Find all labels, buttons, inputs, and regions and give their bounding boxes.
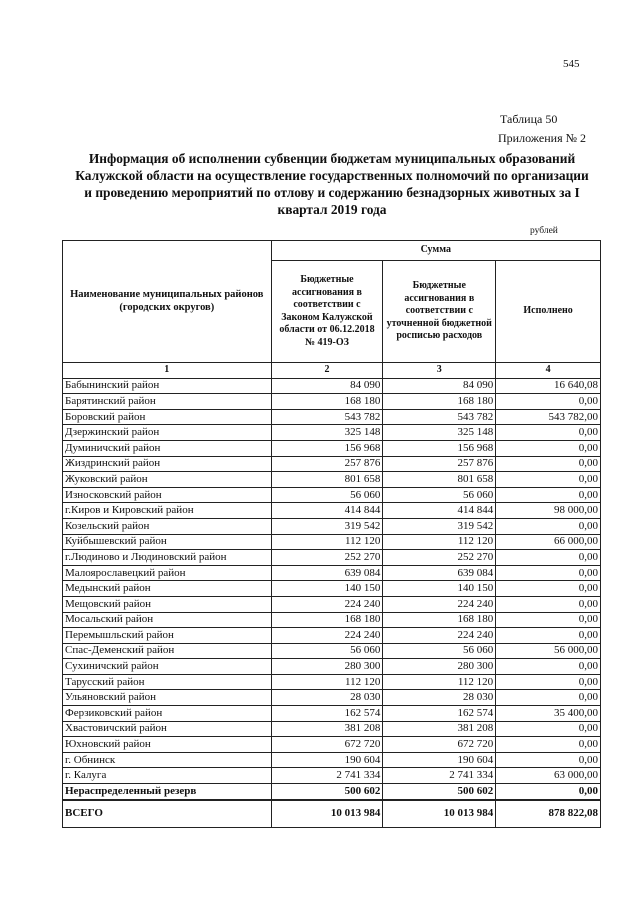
cell-value: 0,00 <box>496 581 601 597</box>
cell-value: 0,00 <box>496 612 601 628</box>
col-num: 3 <box>383 363 496 379</box>
header-name: Наименование муниципальных районов (городских округов) <box>63 241 272 363</box>
table-row <box>63 534 601 550</box>
cell-value: 0,00 <box>496 456 601 472</box>
cell-value: 0,00 <box>496 784 601 800</box>
cell-value: 168 180 <box>383 394 496 410</box>
table-row <box>63 752 601 768</box>
cell-value: 0,00 <box>496 518 601 534</box>
units-label: рублей <box>530 226 558 236</box>
cell-name: Ферзиковский район <box>63 706 272 722</box>
cell-value: 0,00 <box>496 472 601 488</box>
cell-name: Думиничский район <box>63 440 272 456</box>
cell-value: 168 180 <box>271 612 383 628</box>
cell-value: 639 084 <box>271 565 383 581</box>
header-col3: Бюджетные ассигнования в соответствии с уточненной бюджетной росписью расходов <box>383 261 496 363</box>
cell-name: г. Обнинск <box>63 752 272 768</box>
cell-value: 0,00 <box>496 752 601 768</box>
column-number-row <box>63 363 601 379</box>
table-row <box>63 596 601 612</box>
cell-name: Боровский район <box>63 409 272 425</box>
cell-value: 112 120 <box>383 674 496 690</box>
table-row <box>63 721 601 737</box>
table-row <box>63 643 601 659</box>
cell-value: 0,00 <box>496 425 601 441</box>
table-row <box>63 659 601 675</box>
cell-value: 325 148 <box>271 425 383 441</box>
cell-value: 0,00 <box>496 487 601 503</box>
table-row <box>63 737 601 753</box>
cell-value: 112 120 <box>271 534 383 550</box>
cell-value: 0,00 <box>496 737 601 753</box>
table-row <box>63 581 601 597</box>
cell-value: 35 400,00 <box>496 706 601 722</box>
cell-name: Ульяновский район <box>63 690 272 706</box>
cell-value: 280 300 <box>271 659 383 675</box>
cell-value: 319 542 <box>383 518 496 534</box>
cell-value: 672 720 <box>383 737 496 753</box>
cell-name: Тарусский район <box>63 674 272 690</box>
table-row <box>63 456 601 472</box>
table-row <box>63 409 601 425</box>
cell-value: 56 060 <box>383 643 496 659</box>
cell-value: 2 741 334 <box>271 768 383 784</box>
table-row <box>63 487 601 503</box>
cell-value: 280 300 <box>383 659 496 675</box>
cell-value: 56 060 <box>271 487 383 503</box>
table-row <box>63 565 601 581</box>
cell-value: 801 658 <box>271 472 383 488</box>
cell-value: 63 000,00 <box>496 768 601 784</box>
cell-value: 224 240 <box>271 596 383 612</box>
cell-value: 0,00 <box>496 721 601 737</box>
cell-name: Мещовский район <box>63 596 272 612</box>
cell-value: 56 000,00 <box>496 643 601 659</box>
table-row <box>63 706 601 722</box>
table-row <box>63 612 601 628</box>
cell-name: Износковский район <box>63 487 272 503</box>
cell-value: 224 240 <box>383 628 496 644</box>
cell-value: 2 741 334 <box>383 768 496 784</box>
cell-value: 878 822,08 <box>496 800 601 828</box>
cell-value: 224 240 <box>383 596 496 612</box>
cell-value: 168 180 <box>383 612 496 628</box>
cell-value: 28 030 <box>383 690 496 706</box>
cell-value: 156 968 <box>271 440 383 456</box>
cell-value: 190 604 <box>271 752 383 768</box>
cell-value: 414 844 <box>271 503 383 519</box>
cell-value: 325 148 <box>383 425 496 441</box>
cell-value: 28 030 <box>271 690 383 706</box>
table-row <box>63 550 601 566</box>
cell-value: 10 013 984 <box>383 800 496 828</box>
cell-value: 257 876 <box>383 456 496 472</box>
table-row <box>63 503 601 519</box>
total-row <box>63 800 601 828</box>
cell-value: 252 270 <box>383 550 496 566</box>
cell-value: 66 000,00 <box>496 534 601 550</box>
cell-name: Медынский район <box>63 581 272 597</box>
cell-name: Спас-Деменский район <box>63 643 272 659</box>
cell-value: 0,00 <box>496 596 601 612</box>
cell-name: г.Киров и Кировский район <box>63 503 272 519</box>
cell-value: 252 270 <box>271 550 383 566</box>
cell-value: 0,00 <box>496 674 601 690</box>
cell-name: Козельский район <box>63 518 272 534</box>
cell-name: г. Калуга <box>63 768 272 784</box>
cell-value: 56 060 <box>383 487 496 503</box>
cell-value: 16 640,08 <box>496 378 601 394</box>
header-sum: Сумма <box>271 241 600 261</box>
cell-name: ВСЕГО <box>63 800 272 828</box>
table-row <box>63 768 601 784</box>
cell-value: 319 542 <box>271 518 383 534</box>
cell-value: 0,00 <box>496 659 601 675</box>
cell-value: 112 120 <box>271 674 383 690</box>
cell-name: Юхновский район <box>63 737 272 753</box>
cell-value: 140 150 <box>271 581 383 597</box>
cell-value: 10 013 984 <box>271 800 383 828</box>
cell-value: 162 574 <box>271 706 383 722</box>
cell-value: 84 090 <box>271 378 383 394</box>
cell-value: 543 782 <box>271 409 383 425</box>
table-row <box>63 440 601 456</box>
cell-name: Мосальский район <box>63 612 272 628</box>
table-row <box>63 628 601 644</box>
cell-name: Нераспределенный резерв <box>63 784 272 800</box>
cell-name: Дзержинский район <box>63 425 272 441</box>
table-row <box>63 518 601 534</box>
cell-value: 0,00 <box>496 394 601 410</box>
cell-value: 801 658 <box>383 472 496 488</box>
cell-name: Жуковский район <box>63 472 272 488</box>
col-num: 4 <box>496 363 601 379</box>
cell-value: 672 720 <box>271 737 383 753</box>
table-row <box>63 378 601 394</box>
cell-name: Перемышльский район <box>63 628 272 644</box>
cell-value: 543 782,00 <box>496 409 601 425</box>
cell-name: г.Людиново и Людиновский район <box>63 550 272 566</box>
cell-value: 543 782 <box>383 409 496 425</box>
cell-name: Малоярославецкий район <box>63 565 272 581</box>
cell-value: 500 602 <box>383 784 496 800</box>
cell-name: Сухиничский район <box>63 659 272 675</box>
cell-value: 639 084 <box>383 565 496 581</box>
table-row <box>63 690 601 706</box>
cell-value: 56 060 <box>271 643 383 659</box>
cell-name: Хвастовичский район <box>63 721 272 737</box>
col-num: 2 <box>271 363 383 379</box>
table-number: Таблица 50 <box>500 112 558 126</box>
cell-value: 168 180 <box>271 394 383 410</box>
document-title: Информация об исполнении субвенции бюджетам муниципальных образований Калужской области на осуществление государственных полномочий по организации и проведению мероприятий по отлову и содержанию безнадзорных животных за I квартал 2019 года <box>75 151 589 217</box>
cell-value: 140 150 <box>383 581 496 597</box>
cell-name: Жиздринский район <box>63 456 272 472</box>
cell-name: Бабынинский район <box>63 378 272 394</box>
cell-value: 0,00 <box>496 628 601 644</box>
cell-value: 162 574 <box>383 706 496 722</box>
cell-value: 414 844 <box>383 503 496 519</box>
reserve-row <box>63 784 601 800</box>
cell-value: 98 000,00 <box>496 503 601 519</box>
cell-value: 500 602 <box>271 784 383 800</box>
cell-value: 0,00 <box>496 440 601 456</box>
cell-value: 112 120 <box>383 534 496 550</box>
appendix-number: Приложения № 2 <box>498 131 587 145</box>
header-row <box>63 241 601 261</box>
table-row <box>63 425 601 441</box>
cell-value: 0,00 <box>496 690 601 706</box>
cell-value: 0,00 <box>496 565 601 581</box>
table-row <box>63 394 601 410</box>
cell-value: 0,00 <box>496 550 601 566</box>
table-row <box>63 674 601 690</box>
cell-value: 381 208 <box>271 721 383 737</box>
cell-name: Куйбышевский район <box>63 534 272 550</box>
header-col4: Исполнено <box>496 261 601 363</box>
cell-name: Барятинский район <box>63 394 272 410</box>
cell-value: 381 208 <box>383 721 496 737</box>
header-col2: Бюджетные ассигнования в соответствии с Законом Калужской области от 06.12.2018 № 419-ОЗ <box>271 261 383 363</box>
cell-value: 156 968 <box>383 440 496 456</box>
cell-value: 257 876 <box>271 456 383 472</box>
cell-value: 190 604 <box>383 752 496 768</box>
page-number: 545 <box>563 58 580 70</box>
cell-value: 84 090 <box>383 378 496 394</box>
cell-value: 224 240 <box>271 628 383 644</box>
table-row <box>63 472 601 488</box>
budget-table <box>62 240 601 828</box>
col-num: 1 <box>63 363 272 379</box>
